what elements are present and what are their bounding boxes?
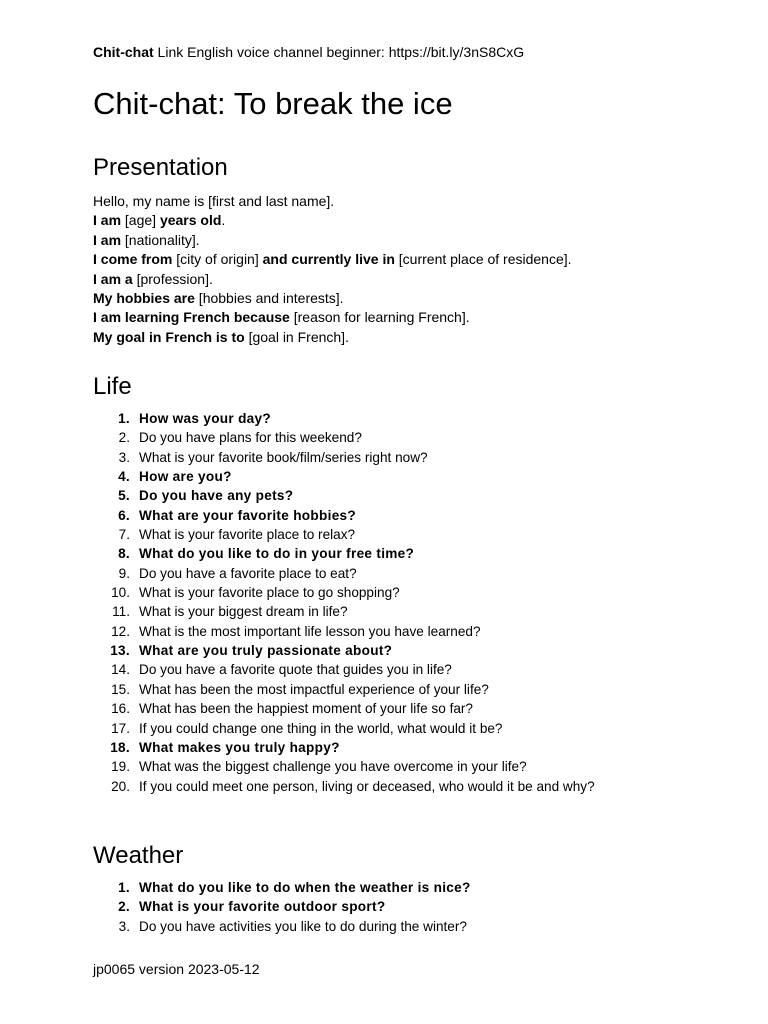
presentation-text: [hobbies and interests]. — [194, 290, 344, 307]
life-question-item-text: What is your favorite place to go shopping? — [139, 585, 400, 601]
life-question-item-text: What do you like to do in your free time? — [139, 546, 415, 562]
life-question-item-text: How was your day? — [139, 411, 272, 426]
life-question-item-number: 11. — [112, 604, 130, 620]
life-question-item — [93, 428, 595, 447]
life-question-item — [93, 719, 595, 738]
life-question-item-number: 17. — [111, 720, 130, 736]
presentation-text: [current place of residence]. — [394, 251, 572, 268]
presentation-bold-text: I am — [93, 212, 122, 229]
life-question-item-text: What are you truly passionate about? — [139, 643, 393, 659]
life-list — [93, 409, 595, 796]
life-question-item-number: 14. — [111, 662, 130, 678]
header-line — [93, 44, 524, 60]
header-text: Link English voice channel beginner: — [153, 44, 389, 60]
life-question-item-number: 15. — [111, 681, 130, 697]
presentation-line — [93, 328, 572, 347]
life-question-item-text: What is the most important life lesson you have learned? — [139, 623, 481, 639]
life-question-item-text: What has been the most impactful experience of your life? — [139, 681, 489, 697]
presentation-text: [age] — [121, 212, 160, 229]
life-question-item-text: What is your favorite place to relax? — [139, 527, 356, 543]
presentation-line — [93, 231, 572, 250]
life-question-item — [93, 757, 595, 776]
life-question-item-text: What is your biggest dream in life? — [139, 604, 348, 620]
presentation-heading: Presentation — [93, 154, 228, 181]
life-question-item-text: Do you have any pets? — [139, 488, 294, 504]
life-question-item — [93, 448, 595, 467]
life-question-item-number: 20. — [111, 778, 130, 794]
presentation-lines — [93, 192, 572, 347]
presentation-bold-text: I am a — [93, 270, 133, 287]
life-question-item-number: 16. — [111, 701, 130, 717]
life-question-item — [93, 544, 595, 563]
life-question-item — [93, 641, 595, 660]
header-link[interactable]: https://bit.ly/3nS8CxG — [388, 44, 525, 60]
life-question-item-number: 6. — [118, 507, 130, 523]
presentation-line — [93, 270, 572, 289]
page-title: Chit-chat: To break the ice — [93, 86, 453, 121]
life-question-item-number: 3. — [118, 449, 130, 465]
life-question-item-text: Do you have a favorite quote that guides you in life? — [139, 662, 452, 678]
presentation-bold-text: I come from — [93, 251, 173, 268]
weather-question-item — [93, 897, 471, 916]
presentation-text: [nationality]. — [121, 231, 200, 248]
weather-question-item-text: What is your favorite outdoor sport? — [139, 899, 386, 915]
life-question-item-number: 1. — [118, 411, 130, 426]
presentation-bold-text: I am learning French because — [93, 309, 290, 326]
life-question-item-number: 12. — [111, 623, 130, 639]
weather-question-item-text: What do you like to do when the weather is nice? — [139, 880, 471, 895]
life-question-item — [93, 486, 595, 505]
life-question-item-number: 13. — [110, 643, 130, 659]
life-question-item-text: What are your favorite hobbies? — [139, 507, 357, 523]
life-question-item — [93, 506, 595, 525]
weather-heading: Weather — [93, 842, 184, 869]
presentation-text: [city of origin] — [172, 251, 263, 268]
life-question-item — [93, 583, 595, 602]
presentation-line — [93, 308, 572, 327]
presentation-text: [reason for learning French]. — [289, 309, 470, 326]
life-question-item — [93, 622, 595, 641]
life-question-item-number: 5. — [118, 488, 130, 504]
life-question-item-number: 2. — [118, 430, 130, 446]
life-question-item — [93, 777, 595, 796]
presentation-text: [goal in French]. — [244, 328, 349, 345]
presentation-bold-text: My goal in French is to — [93, 328, 245, 345]
life-question-item — [93, 602, 595, 621]
presentation-bold-text: and currently live in — [262, 251, 395, 268]
life-question-item-number: 9. — [118, 565, 130, 581]
presentation-text: . — [221, 212, 226, 229]
life-question-item-text: Do you have plans for this weekend? — [139, 430, 362, 446]
life-question-item-text: What is your favorite book/film/series right now? — [139, 449, 428, 465]
life-question-item — [93, 525, 595, 544]
life-question-item — [93, 660, 595, 679]
presentation-text: Hello, my name is [first and last name]. — [93, 193, 335, 209]
life-question-item-text: How are you? — [139, 469, 232, 485]
life-question-item-text: What has been the happiest moment of your life so far? — [139, 701, 473, 717]
life-question-item-number: 19. — [111, 759, 130, 775]
header-brand: Chit-chat — [93, 44, 154, 60]
footer-version: jp0065 version 2023-05-12 — [93, 961, 260, 977]
weather-question-item-number: 3. — [118, 918, 130, 934]
life-question-item-text: What was the biggest challenge you have overcome in your life? — [139, 759, 527, 775]
life-question-item-text: What makes you truly happy? — [139, 739, 340, 755]
life-question-item — [93, 699, 595, 718]
presentation-bold-text: years old — [159, 212, 222, 229]
life-question-item-number: 18. — [110, 739, 130, 755]
life-question-item-number: 8. — [118, 546, 130, 562]
life-question-item-text: Do you have a favorite place to eat? — [139, 565, 357, 581]
life-question-item — [93, 467, 595, 486]
presentation-bold-text: I am — [93, 231, 122, 248]
presentation-bold-text: My hobbies are — [93, 290, 195, 307]
life-question-item-number: 4. — [118, 469, 130, 485]
weather-question-item-number: 2. — [118, 899, 130, 915]
life-question-item-number: 7. — [118, 527, 130, 543]
weather-question-item — [93, 917, 471, 936]
presentation-line — [93, 192, 572, 211]
presentation-text: [profession]. — [132, 270, 213, 287]
life-question-item — [93, 409, 595, 428]
life-heading: Life — [93, 373, 132, 400]
weather-list — [93, 878, 471, 936]
life-question-item — [93, 564, 595, 583]
life-question-item — [93, 738, 595, 757]
life-question-item-number: 10. — [111, 585, 130, 601]
life-question-item-text: If you could meet one person, living or deceased, who would it be and why? — [139, 778, 595, 794]
weather-question-item-number: 1. — [118, 880, 130, 895]
life-question-item-text: If you could change one thing in the world, what would it be? — [139, 720, 503, 736]
presentation-line — [93, 250, 572, 269]
weather-question-item-text: Do you have activities you like to do during the winter? — [139, 918, 467, 934]
life-question-item — [93, 680, 595, 699]
presentation-line — [93, 211, 572, 230]
weather-question-item — [93, 878, 471, 897]
presentation-line — [93, 289, 572, 308]
